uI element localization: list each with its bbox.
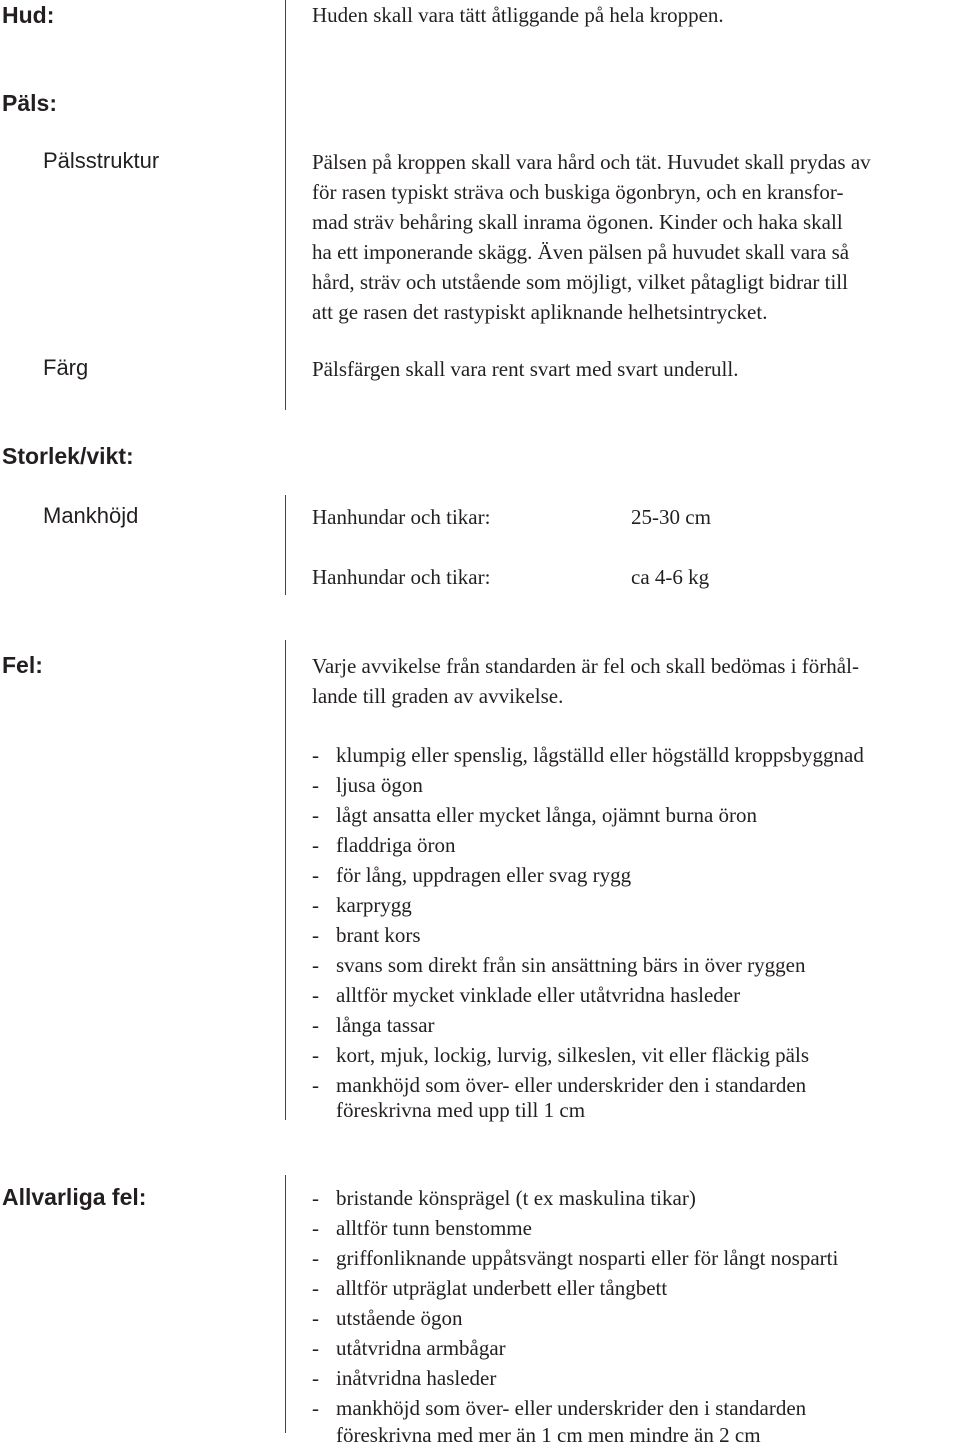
farg-text: Pälsfärgen skall vara rent svart med svart underull. [312,357,739,381]
list-item: - alltför tunn benstomme [312,1213,838,1243]
list-item: - alltför utpräglat underbett eller tångbett [312,1273,838,1303]
text-line: ha ett imponerande skägg. Även pälsen på huvudet skall vara så [312,240,850,264]
text-line: att ge rasen det rastypiskt apliknande helhetsintrycket. [312,300,768,324]
label-farg: Färg [43,355,89,380]
list-item: - för lång, uppdragen eller svag rygg [312,860,864,890]
list-item-continuation: föreskrivna med mer än 1 cm men mindre än 2 cm [336,1423,761,1447]
list-item: - klumpig eller spenslig, lågställd eller högställd kroppsbyggnad [312,740,864,770]
text-line: Pälsen på kroppen skall vara hård och tät. Huvudet skall prydas av [312,150,871,174]
fel-intro [312,651,859,711]
list-item: - mankhöjd som över- eller underskrider den i standarden [312,1070,864,1100]
text-line: Varje avvikelse från standarden är fel och skall bedömas i förhål- [312,654,859,678]
list-item: - utstående ögon [312,1303,838,1333]
list-item: - inåtvridna hasleder [312,1363,838,1393]
column-divider [285,640,286,1120]
fel-list [312,740,864,1100]
section-heading-allvarliga: Allvarliga fel: [2,1184,147,1210]
weight-row-value: ca 4-6 kg [631,565,710,589]
palsstruktur-text [312,147,871,327]
list-item: - mankhöjd som över- eller underskrider den i standarden [312,1393,838,1423]
list-item: - griffonliknande uppåtsvängt nosparti eller för långt nosparti [312,1243,838,1273]
section-heading-hud: Hud: [2,2,55,28]
label-palsstruktur: Pälsstruktur [43,148,160,173]
list-item-continuation: föreskrivna med upp till 1 cm [336,1098,586,1122]
list-item: - brant kors [312,920,864,950]
list-item: - bristande könsprägel (t ex maskulina tikar) [312,1183,838,1213]
text-line: hård, sträv och utstående som möjligt, vilket påtagligt bidrar till [312,270,848,294]
column-divider [285,495,286,595]
list-item: - lågt ansatta eller mycket långa, ojämnt burna öron [312,800,864,830]
size-row-value: 25-30 cm [631,505,711,529]
section-heading-pals: Päls: [2,90,57,116]
list-item: - långa tassar [312,1010,864,1040]
hud-text: Huden skall vara tätt åtliggande på hela kroppen. [312,3,724,27]
weight-row-label: Hanhundar och tikar: [312,565,491,589]
list-item: - fladdriga öron [312,830,864,860]
column-divider [285,0,286,410]
section-heading-fel: Fel: [2,652,43,678]
list-item: - kort, mjuk, lockig, lurvig, silkeslen, vit eller fläckig päls [312,1040,864,1070]
column-divider [285,1175,286,1433]
list-item: - ljusa ögon [312,770,864,800]
label-mankhojd: Mankhöjd [43,503,139,528]
allvarliga-list [312,1183,838,1423]
list-item: - utåtvridna armbågar [312,1333,838,1363]
list-item: - svans som direkt från sin ansättning bärs in över ryggen [312,950,864,980]
text-line: för rasen typiskt sträva och buskiga ögonbryn, och en kransfor- [312,180,844,204]
list-item: - karprygg [312,890,864,920]
section-heading-storlek: Storlek/vikt: [2,443,134,469]
list-item: - alltför mycket vinklade eller utåtvridna hasleder [312,980,864,1010]
text-line: lande till graden av avvikelse. [312,684,564,708]
text-line: mad sträv behåring skall inrama ögonen. Kinder och haka skall [312,210,843,234]
size-row-label: Hanhundar och tikar: [312,505,491,529]
